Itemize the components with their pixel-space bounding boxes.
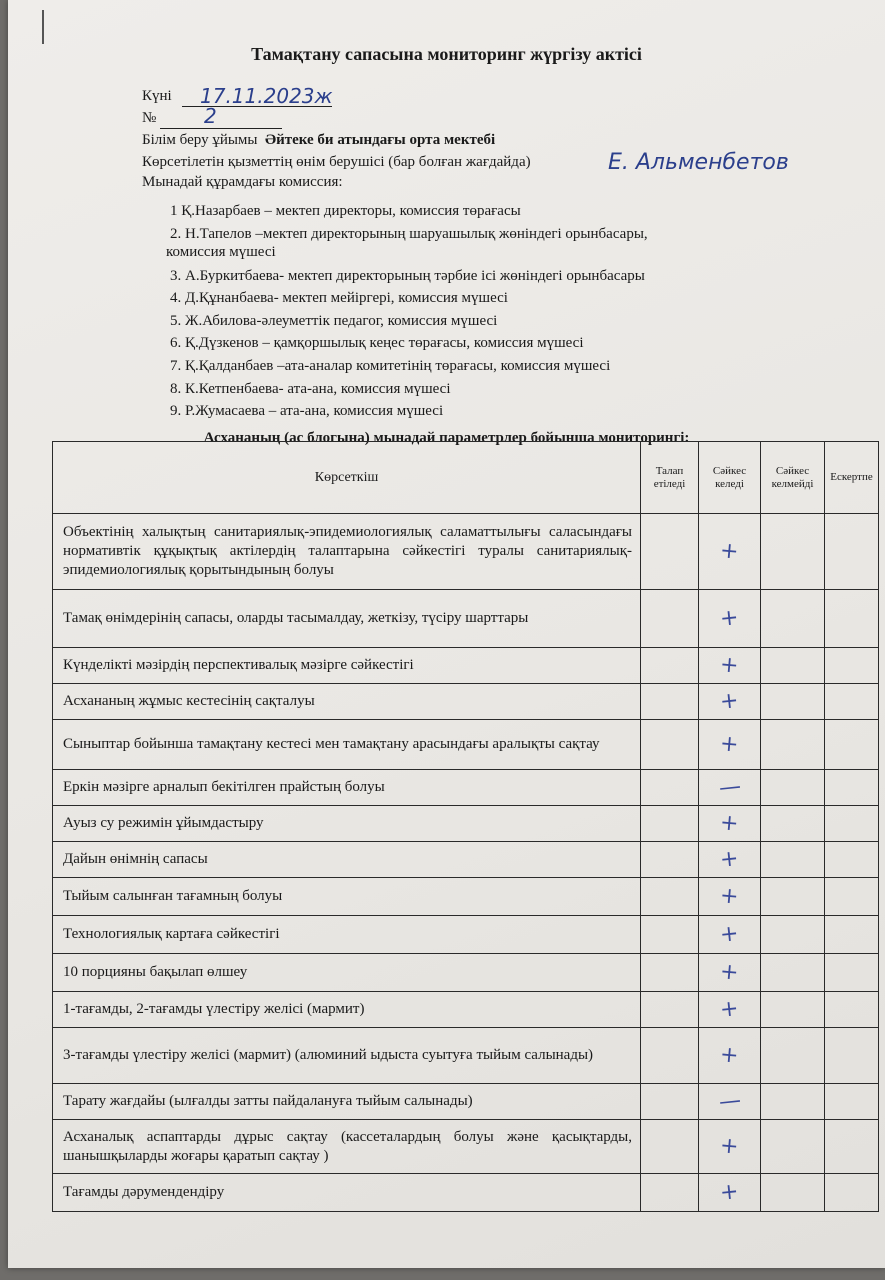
table-row (53, 1084, 879, 1120)
noncompliant-cell (761, 806, 825, 842)
indicator-cell: Тарату жағдайы (ылғалды затты пайдалануға тыйым салынады) (53, 1084, 641, 1120)
noncompliant-cell (761, 916, 825, 954)
indicator-cell: Тыйым салынған тағамның болуы (53, 878, 641, 916)
indicator-cell: Күнделікті мәзірдің перспективалық мәзірге сәйкестігі (53, 648, 641, 684)
indicator-cell: Ауыз су режимін ұйымдастыру (53, 806, 641, 842)
noncompliant-cell (761, 1028, 825, 1084)
noncompliant-cell (761, 590, 825, 648)
table-row (53, 842, 879, 878)
member-6: 6. Қ.Дүзкенов – қамқоршылық кеңес төрағасы, комиссия мүшесі (170, 335, 584, 352)
header-noncompliant: Сәйкес келмейді (761, 442, 825, 514)
member-4: 4. Д.Құнанбаева- мектеп мейіргері, комиссия мүшесі (170, 290, 508, 307)
indicator-cell: Асхананың жұмыс кестесінің сақталуы (53, 684, 641, 720)
indicator-cell: Сыныптар бойынша тамақтану кестесі мен тамақтану арасындағы аралықты сақтау (53, 720, 641, 770)
indicator-cell: 10 порцияны бақылап өлшеу (53, 954, 641, 992)
compliant-cell (699, 648, 761, 684)
compliance-mark: + (719, 846, 740, 873)
compliant-cell (699, 878, 761, 916)
number-value: 2 (204, 104, 217, 128)
org-line (142, 132, 495, 149)
header-note: Ескертпе (825, 442, 879, 514)
compliance-mark: + (719, 810, 740, 837)
table-row (53, 1174, 879, 1212)
compliant-cell (699, 590, 761, 648)
note-cell (825, 720, 879, 770)
member-5: 5. Ж.Абилова-әлеуметтік педагог, комиссия мүшесі (170, 312, 498, 329)
document-sheet (8, 0, 885, 1268)
noncompliant-cell (761, 1084, 825, 1120)
compliance-mark: + (719, 921, 740, 948)
required-cell (641, 648, 699, 684)
note-cell (825, 1028, 879, 1084)
note-cell (825, 806, 879, 842)
header-compliant: Сәйкес келеді (699, 442, 761, 514)
compliance-mark: + (719, 996, 740, 1023)
indicator-cell: Асханалық аспаптарды дұрыс сақтау (кассеталардың болуы және қасықтарды, шанышқыларды жоғары қаратып сақтау ) (53, 1120, 641, 1174)
compliant-cell (699, 916, 761, 954)
commission-label: Мынадай құрамдағы комиссия: (142, 174, 343, 190)
compliant-cell (699, 842, 761, 878)
table-row (53, 648, 879, 684)
compliant-cell (699, 514, 761, 590)
required-cell (641, 954, 699, 992)
compliance-mark: + (719, 1133, 740, 1160)
compliant-cell (699, 1028, 761, 1084)
note-cell (825, 1084, 879, 1120)
compliant-cell (699, 992, 761, 1028)
document-title: Тамақтану сапасына мониторинг жүргізу актісі (251, 44, 642, 64)
required-cell (641, 878, 699, 916)
date-value: 17.11.2023ж (200, 84, 333, 108)
indicator-cell: 3-тағамды үлестіру желісі (мармит) (алюминий ыдыста суытуға тыйым салынады) (53, 1028, 641, 1084)
noncompliant-cell (761, 720, 825, 770)
table-title: Асхананың (ас блогына) мынадай параметрлер бойынша мониторингі: (203, 430, 690, 446)
note-cell (825, 878, 879, 916)
noncompliant-cell (761, 514, 825, 590)
table-row (53, 684, 879, 720)
compliant-cell (699, 806, 761, 842)
monitoring-table (52, 441, 879, 1212)
required-cell (641, 916, 699, 954)
header-required: Талап етіледі (641, 442, 699, 514)
compliance-mark: + (719, 688, 740, 715)
table-row (53, 590, 879, 648)
indicator-cell: Технологиялық картаға сәйкестігі (53, 916, 641, 954)
required-cell (641, 770, 699, 806)
note-cell (825, 1120, 879, 1174)
note-cell (825, 1174, 879, 1212)
note-cell (825, 590, 879, 648)
required-cell (641, 720, 699, 770)
compliance-mark: + (719, 883, 740, 910)
compliance-mark: — (717, 773, 742, 802)
member-2 (166, 225, 810, 267)
compliant-cell (699, 1120, 761, 1174)
table-header-row (53, 442, 879, 514)
note-cell (825, 514, 879, 590)
indicator-cell: 1-тағамды, 2-тағамды үлестіру желісі (мармит) (53, 992, 641, 1028)
compliance-mark: + (719, 959, 740, 986)
member-8: 8. К.Кетпенбаева- ата-ана, комиссия мүшесі (170, 380, 451, 397)
required-cell (641, 590, 699, 648)
member-2-cont: комиссия мүшесі (166, 243, 276, 260)
noncompliant-cell (761, 648, 825, 684)
indicator-cell: Тамақ өнімдерінің сапасы, оларды тасымалдау, жеткізу, түсіру шарттары (53, 590, 641, 648)
required-cell (641, 842, 699, 878)
table-row (53, 992, 879, 1028)
indicator-cell: Объектінің халықтың санитариялық-эпидемиологиялық саламаттылығы саласындағы нормативтік құқықтық актілердің талаптарына сәйкестігі туралы санитариялық-эпидемиологиялық қорытындының болуы (53, 514, 641, 590)
indicator-cell: Тағамды дәрумендендіру (53, 1174, 641, 1212)
note-cell (825, 684, 879, 720)
noncompliant-cell (761, 878, 825, 916)
indicator-cell: Дайын өнімнің сапасы (53, 842, 641, 878)
required-cell (641, 1084, 699, 1120)
table-row (53, 720, 879, 770)
table-row (53, 954, 879, 992)
required-cell (641, 684, 699, 720)
compliant-cell (699, 1174, 761, 1212)
noncompliant-cell (761, 1120, 825, 1174)
org-value: Әйтеке би атындағы орта мектебі (265, 132, 496, 148)
required-cell (641, 514, 699, 590)
noncompliant-cell (761, 1174, 825, 1212)
table-row (53, 1120, 879, 1174)
member-1: 1 Қ.Назарбаев – мектеп директоры, комиссия төрағасы (170, 203, 521, 219)
compliance-mark: + (719, 1179, 740, 1206)
required-cell (641, 1120, 699, 1174)
provider-label: Көрсетілетін қызметтің өнім берушісі (бар болған жағдайда) (142, 154, 531, 170)
table-row (53, 514, 879, 590)
table-row (53, 916, 879, 954)
date-label: Күні (142, 88, 172, 104)
compliance-mark: + (719, 1042, 740, 1069)
org-label: Білім беру ұйымы (142, 132, 258, 148)
noncompliant-cell (761, 992, 825, 1028)
note-cell (825, 648, 879, 684)
note-cell (825, 954, 879, 992)
compliant-cell (699, 684, 761, 720)
member-7: 7. Қ.Қалданбаев –ата-аналар комитетінің төрағасы, комиссия мүшесі (170, 357, 611, 374)
member-2-text: 2. Н.Тапелов –мектеп директорының шаруашылық жөніндегі орынбасары, (170, 225, 648, 242)
compliance-mark: + (719, 605, 740, 632)
table-row (53, 1028, 879, 1084)
member-3: 3. А.Буркитбаева- мектеп директорының тәрбие ісі жөніндегі орынбасары (170, 267, 645, 284)
table-row (53, 806, 879, 842)
compliance-mark: + (719, 652, 740, 679)
required-cell (641, 992, 699, 1028)
note-cell (825, 916, 879, 954)
noncompliant-cell (761, 954, 825, 992)
number-underline (160, 128, 282, 129)
compliant-cell (699, 1084, 761, 1120)
noncompliant-cell (761, 842, 825, 878)
compliance-mark: + (719, 731, 740, 758)
noncompliant-cell (761, 770, 825, 806)
member-9: 9. Р.Жумасаева – ата-ана, комиссия мүшесі (170, 403, 444, 420)
provider-value: Е. Альменбетов (608, 150, 789, 175)
compliant-cell (699, 770, 761, 806)
number-label: № (142, 110, 157, 126)
required-cell (641, 806, 699, 842)
compliance-mark: — (717, 1087, 742, 1116)
required-cell (641, 1028, 699, 1084)
compliant-cell (699, 720, 761, 770)
header-indicator: Көрсеткіш (53, 442, 641, 514)
compliant-cell (699, 954, 761, 992)
note-cell (825, 992, 879, 1028)
required-cell (641, 1174, 699, 1212)
note-cell (825, 770, 879, 806)
indicator-cell: Еркін мәзірге арналып бекітілген прайстың болуы (53, 770, 641, 806)
commission-members (166, 202, 810, 425)
noncompliant-cell (761, 684, 825, 720)
margin-mark (42, 10, 44, 44)
compliance-mark: + (719, 538, 740, 565)
table-row (53, 770, 879, 806)
note-cell (825, 842, 879, 878)
table-row (53, 878, 879, 916)
